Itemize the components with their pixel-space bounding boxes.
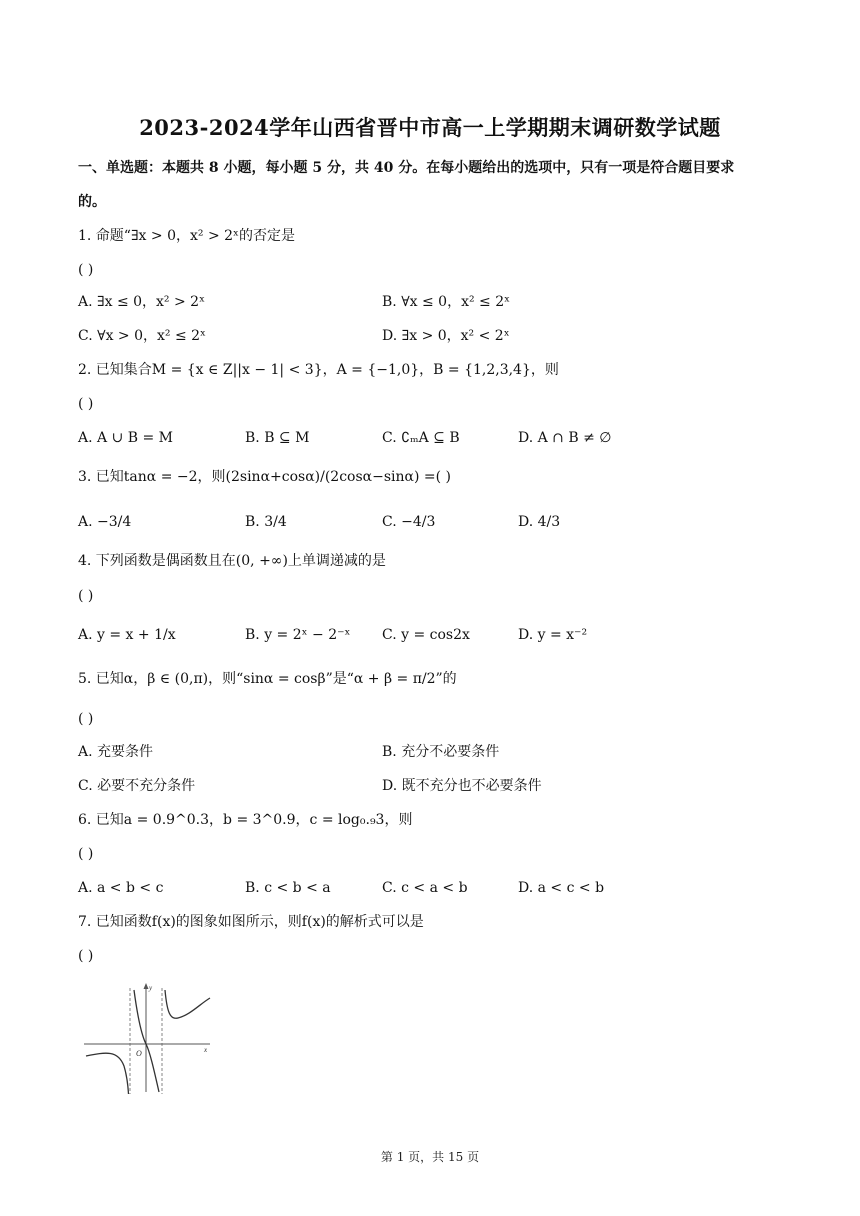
q2-option-b: B. B ⊆ M [245,430,310,446]
left-branch [86,1053,129,1094]
q2-option-d: D. A ∩ B ≠ ∅ [518,430,612,446]
question-7-paren: ( ) [78,948,94,964]
right-branch [165,990,210,1018]
function-graph-figure [78,980,216,1098]
q6-option-c: C. c < a < b [382,880,468,896]
q3-option-d: D. 4/3 [518,514,561,530]
q3-option-c: C. −4/3 [382,514,436,530]
question-5-stem: 5. 已知α，β ∈ (0,π)，则“sinα = cosβ”是“α + β = π/2”的 [78,671,457,687]
question-6-paren: ( ) [78,846,94,862]
q6-option-a: A. a < b < c [78,880,164,896]
y-axis-arrow [144,983,149,989]
page-title: 2023-2024学年山西省晋中市高一上学期期末调研数学试题 [139,115,721,140]
x-axis-label: x [204,1046,208,1054]
section-heading: 一、单选题：本题共 8 小题，每小题 5 分，共 40 分。在每小题给出的选项中，只有一项是符合题目要求 [78,160,735,176]
origin-label: O [136,1049,142,1058]
q1-option-c: C. ∀x > 0，x² ≤ 2ˣ [78,328,206,344]
question-1-stem: 1. 命题“∃x > 0，x² > 2ˣ的否定是 [78,228,295,244]
q4-option-d: D. y = x⁻² [518,627,588,643]
question-4-stem: 4. 下列函数是偶函数且在(0, +∞)上单调递减的是 [78,553,386,569]
q4-option-c: C. y = cos2x [382,627,470,643]
q6-option-b: B. c < b < a [245,880,331,896]
y-axis-label: y [149,984,153,992]
q1-option-b: B. ∀x ≤ 0，x² ≤ 2ˣ [382,294,511,310]
q1-option-d: D. ∃x > 0，x² < 2ˣ [382,328,510,344]
question-2-paren: ( ) [78,396,94,412]
question-4-paren: ( ) [78,588,94,604]
q1-option-a: A. ∃x ≤ 0，x² > 2ˣ [78,294,206,310]
section-heading-cont: 的。 [78,194,106,210]
q5-option-c: C. 必要不充分条件 [78,778,196,794]
question-3-stem: 3. 已知tanα = −2，则(2sinα+cosα)/(2cosα−sinα) =( ) [78,469,451,485]
q6-option-d: D. a < c < b [518,880,605,896]
q2-option-a: A. A ∪ B = M [78,430,174,446]
q5-option-d: D. 既不充分也不必要条件 [382,778,542,794]
q2-option-c: C. ∁ₘA ⊆ B [382,430,460,446]
question-5-paren: ( ) [78,711,94,727]
q3-option-b: B. 3/4 [245,514,287,530]
q3-option-a: A. −3/4 [78,514,132,530]
page-footer: 第 1 页，共 15 页 [380,1150,480,1164]
question-1-paren: ( ) [78,262,94,278]
question-2-stem: 2. 已知集合M = {x ∈ Z||x − 1| < 3}，A = {−1,0}，B = {1,2,3,4}，则 [78,362,559,378]
q4-option-a: A. y = x + 1/x [78,627,176,643]
q4-option-b: B. y = 2ˣ − 2⁻ˣ [245,627,351,643]
q5-option-b: B. 充分不必要条件 [382,744,500,760]
question-7-stem: 7. 已知函数f(x)的图象如图所示，则f(x)的解析式可以是 [78,914,424,930]
q5-option-a: A. 充要条件 [78,744,154,760]
question-6-stem: 6. 已知a = 0.9^0.3，b = 3^0.9，c = log₀.₉3，则 [78,812,413,828]
